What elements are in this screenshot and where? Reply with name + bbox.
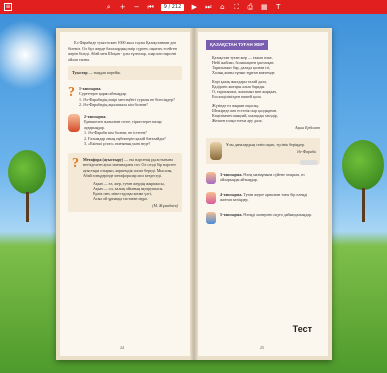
poem-line: Қадірлеп жоғары алып барады. xyxy=(212,83,266,89)
girl-illustration xyxy=(68,114,80,132)
boy-illustration xyxy=(206,172,216,184)
question-mark-icon: ? xyxy=(68,84,75,100)
task-5-label: 5-тапсырма. xyxy=(220,211,243,217)
info-box-title: Туыстар xyxy=(72,70,88,75)
next-page-icon[interactable]: ▶ xyxy=(191,3,197,11)
poem-line: Асыл ой ұрпаққа тастаған мұра. xyxy=(93,195,148,201)
question-mark-icon: ? xyxy=(72,155,79,171)
task-2-line: 1. Әл-Фараби кім болған, не істеген? xyxy=(84,130,147,135)
task-3-text: Өлең мазмұнына сүйене отырып, өз ойларыңды айтыңдар. xyxy=(220,171,305,182)
task-1-label: 1-тапсырма. xyxy=(79,85,102,91)
tree-left xyxy=(8,150,46,194)
page-number-right: 25 xyxy=(260,344,264,350)
right-page[interactable] xyxy=(194,28,332,360)
quote-author: Әл-Фараби xyxy=(296,149,316,154)
poem-line: Нейі жайлап, болашақпен ұштасқан. xyxy=(212,59,275,65)
text-icon[interactable]: T xyxy=(276,3,281,11)
audio-player[interactable] xyxy=(300,160,318,165)
task-1 xyxy=(68,86,182,108)
poem-line: Шежіреде көп естелік сыр қалдырған. xyxy=(212,107,278,113)
home-icon[interactable]: ⌂ xyxy=(220,3,225,11)
poem-line: Желкен толқи тоғыз ару дала. xyxy=(212,117,263,123)
metaphor-box xyxy=(68,153,182,212)
task-1-line: 2. Әл-Фарабидің ақылшысы кім болған? xyxy=(79,102,148,107)
poem-line: Жүзінде ел жырын оқысаң, xyxy=(212,102,259,108)
metaphor-text: — екі нәрсенің ұқсастығына негізделген ауыс мағынадағы сөз. Ол сөзді бір нәрсеге ауыстыра отырып, көркемдік сипат береді. Мысалы, Абай өлеңдерінде метафоралар мол кездеседі. xyxy=(83,156,176,178)
book-spine xyxy=(190,28,198,360)
poem-line: Ақын — ол, халық ойының ақтарушысы. xyxy=(93,185,164,191)
tree-trunk-right xyxy=(362,188,365,222)
task-3 xyxy=(206,172,320,184)
metaphor-label: Метафора (ауыстыру) xyxy=(83,156,124,162)
main-poem xyxy=(206,55,320,130)
tree-right xyxy=(342,140,384,190)
poem-line: Көңілімнен шықпай, шалқиды мөлдір, xyxy=(212,112,278,118)
task-4-text: Туған жерге арналған тағы бір өлеңді жаттап келіңдер. xyxy=(220,191,308,202)
scholar-illustration xyxy=(210,142,222,160)
poem-line: Халық жаны тұнып тұрған көктемде. xyxy=(212,69,276,75)
grid-icon[interactable]: ▦ xyxy=(260,3,268,11)
zoom-out-icon[interactable]: − xyxy=(133,3,140,11)
task-1-line: 1. Әл-Фарабидің өмірі мен еңбегі туралы не білесіңдер? xyxy=(79,96,175,102)
metaphor-poem xyxy=(83,181,178,208)
task-2-line: 3. «Екінші ұстаз» атағының мәні неде? xyxy=(84,141,151,146)
boy-illustration xyxy=(206,212,216,224)
top-toolbar xyxy=(0,0,387,14)
info-box xyxy=(68,66,182,80)
poem-line: Қазақстан туған жер — ғажап өлке, xyxy=(212,54,273,60)
task-5-text: Өлеңді мәнерлеп оқуға дайындалыңдар. xyxy=(243,211,313,217)
test-button[interactable]: Тест xyxy=(292,323,312,334)
poem-line: Еш көңілімізден өшпей қала. xyxy=(212,93,262,99)
task-5 xyxy=(206,212,320,224)
zoom-in-icon[interactable]: + xyxy=(119,3,126,11)
tree-trunk-left xyxy=(26,192,29,222)
task-3-label: 3-тапсырма. xyxy=(220,171,243,177)
poem-line: Тарихымыз бар, далада қалған ізі, xyxy=(212,64,271,70)
page-number-left: 24 xyxy=(120,344,124,350)
task-2-label: 2-тапсырма. xyxy=(84,113,107,119)
search-icon[interactable]: ⌕ xyxy=(106,3,111,11)
girl-illustration xyxy=(206,192,216,204)
page-counter[interactable]: 9 / 212 xyxy=(161,4,185,11)
task-2 xyxy=(68,114,182,147)
section-title: ҚАЗАҚСТАН ТУҒАН ЖЕР xyxy=(206,40,268,50)
poem-line: Көрі қазақ жылдары талай дала, xyxy=(212,78,267,84)
poem-line: О, тарихымыз, жасымыз мен жарқын, xyxy=(212,88,277,94)
task-2-line: Ерекшелеп жазылған сөзге, тіркестерге назар аударыңдар. xyxy=(84,119,162,130)
info-box-text: — тыңдап көрейік. xyxy=(88,70,121,75)
task-2-line: 2. Ғалымдар оның еңбектерін қалай бағалайды? xyxy=(84,135,166,141)
poem-line: Ақын — ел, жер, туған жердің жыршысы, xyxy=(93,180,165,186)
menu-icon[interactable]: ≡ xyxy=(5,3,11,10)
book-spread xyxy=(56,28,332,360)
intro-paragraph: Ел Фарабиде туып-өскен 1000 жыл тәулы Қазақстаннан деп білеміз. Ол бұл жерде балалардың өмір сүрген, оқыған, есейген жерін біледі. Абай мен Шоқан - ұлы тұлғалар, олар көп нәрсені ойлап тапты. xyxy=(68,40,177,62)
quote-text: Ұлы даналардың сөзін оқып, түсінік беріңдер. xyxy=(226,141,305,147)
task-1-line: Суреттерге қарап айтыңдар. xyxy=(79,91,127,96)
left-page[interactable] xyxy=(56,28,194,360)
poem-author: Ақын Ерболат xyxy=(295,124,320,130)
print-icon[interactable]: ⎙ xyxy=(247,3,254,11)
task-4-label: 4-тапсырма. xyxy=(220,191,243,197)
task-4 xyxy=(206,192,320,204)
poem-author: (М. Жұмабаев) xyxy=(152,202,178,208)
first-page-icon[interactable]: ⏮ xyxy=(147,3,154,11)
fullscreen-icon[interactable]: ⛶ xyxy=(233,3,239,11)
last-page-icon[interactable]: ⏭ xyxy=(205,3,212,11)
sun-glare xyxy=(0,20,60,90)
poem-line: Ерлік пен, мінез-құлқы көпке үлгі, xyxy=(93,190,153,196)
